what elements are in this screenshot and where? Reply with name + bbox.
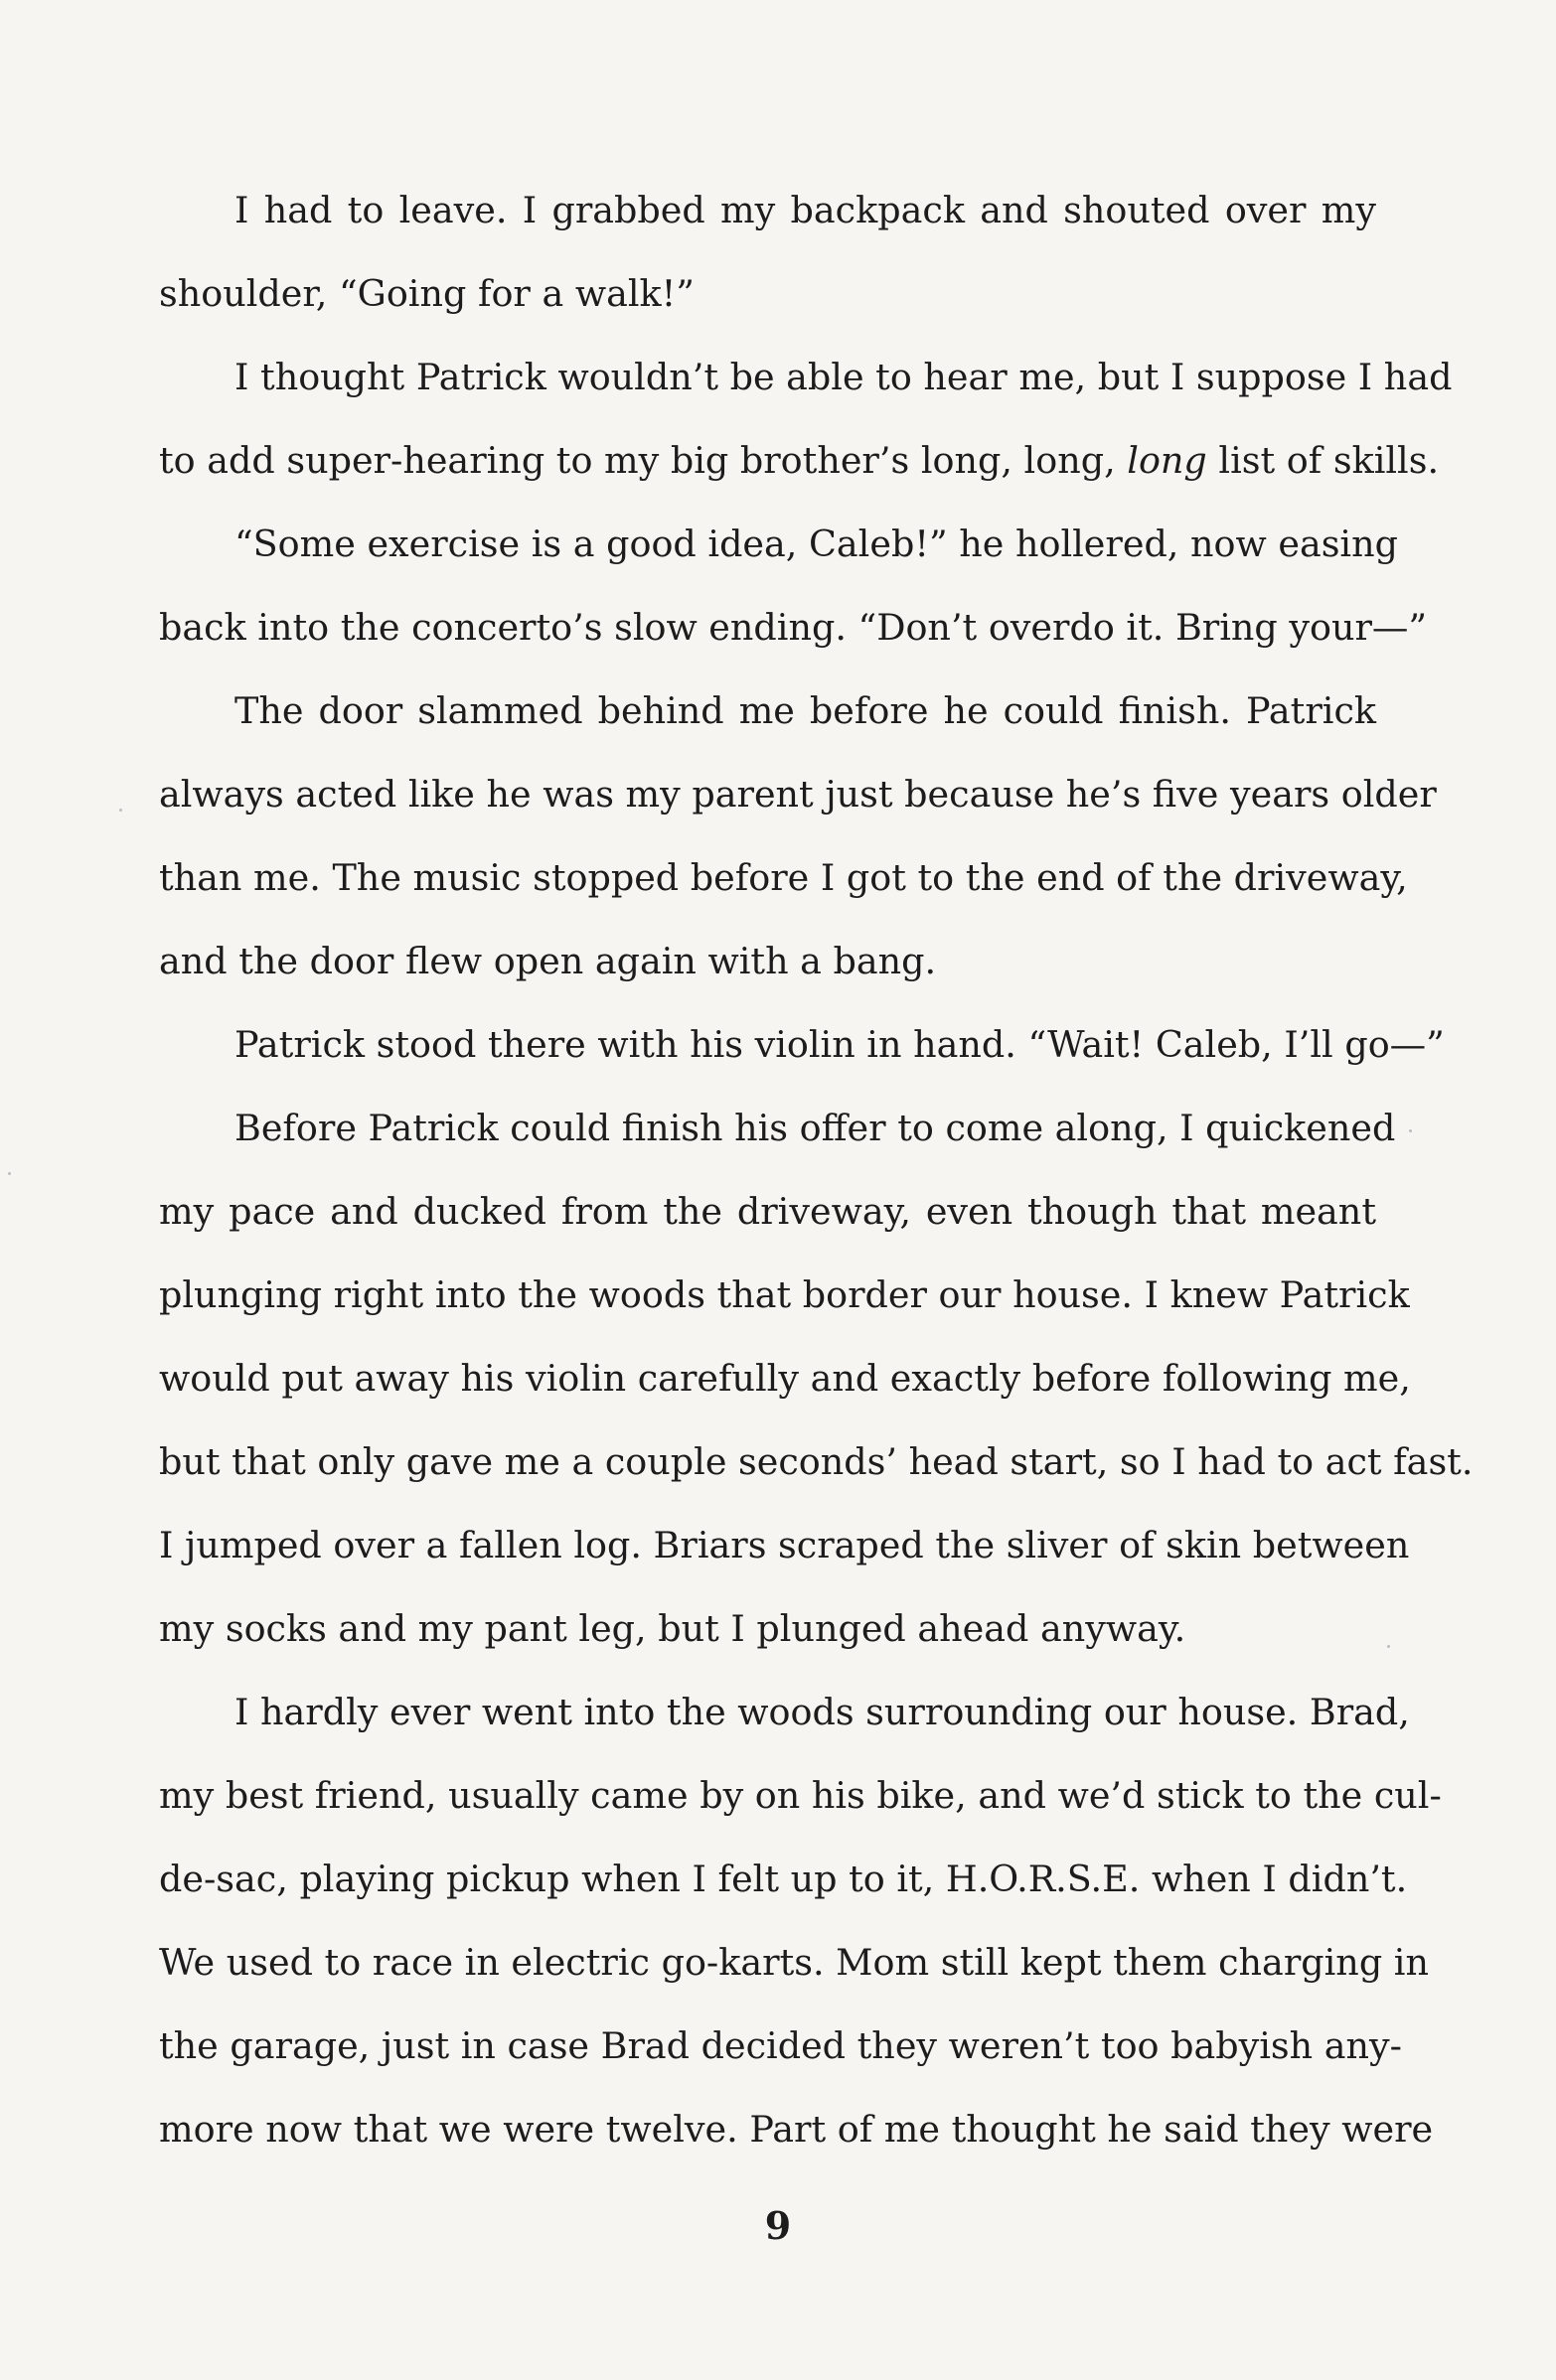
text-line-5: “Some exercise is a good idea, Caleb!” he hollered, now easing	[234, 522, 1398, 565]
text-line-15: would put away his violin carefully and exactly before following me,	[159, 1357, 1411, 1400]
text-line-19: I hardly ever went into the woods surrounding our house. Brad,	[234, 1691, 1410, 1733]
text-line-11: Patrick stood there with his violin in hand. “Wait! Caleb, I’ll go—”	[234, 1023, 1445, 1066]
text-line-7: The door slammed behind me before he could finish. Patrick	[234, 689, 1376, 732]
text-line-24: more now that we were twelve. Part of me thought he said they were	[159, 2108, 1434, 2151]
text-line-13: my pace and ducked from the driveway, even though that meant	[159, 1190, 1376, 1233]
body-text	[159, 169, 1474, 2171]
text-line-6: back into the concerto’s slow ending. “Don’t overdo it. Bring your—”	[159, 606, 1428, 649]
text-line-16: but that only gave me a couple seconds’ head start, so I had to act fast.	[159, 1440, 1474, 1483]
text-line-23: the garage, just in case Brad decided they weren’t too babyish any-	[159, 2024, 1402, 2067]
text-line-22: We used to race in electric go-karts. Mom still kept them charging in	[159, 1941, 1429, 1984]
text-line-4-part-b: list of skills.	[1206, 439, 1440, 482]
text-line-2: shoulder, “Going for a walk!”	[159, 272, 695, 315]
text-line-3: I thought Patrick wouldn’t be able to hear me, but I suppose I had	[234, 356, 1453, 398]
text-line-10: and the door flew open again with a bang.	[159, 940, 937, 982]
text-line-12: Before Patrick could finish his offer to come along, I quickened	[234, 1107, 1396, 1149]
text-line-4-part-a: to add super-hearing to my big brother’s long, long,	[159, 439, 1128, 482]
text-line-18: my socks and my pant leg, but I plunged ahead anyway.	[159, 1607, 1186, 1650]
text-line-9: than me. The music stopped before I got to the end of the driveway,	[159, 856, 1408, 899]
paper-speck	[119, 809, 122, 812]
text-line-17: I jumped over a fallen log. Briars scraped the sliver of skin between	[159, 1524, 1410, 1566]
page-number: 9	[764, 2203, 792, 2248]
paper-speck	[8, 1172, 11, 1175]
text-line-4	[159, 419, 1440, 503]
text-line-1: I had to leave. I grabbed my backpack and shouted over my	[234, 189, 1376, 231]
text-line-20: my best friend, usually came by on his bike, and we’d stick to the cul-	[159, 1774, 1442, 1817]
paper-speck	[1409, 1129, 1412, 1132]
paper-speck	[1387, 1645, 1390, 1648]
text-line-4-italic: long	[1127, 439, 1207, 482]
text-line-8: always acted like he was my parent just because he’s five years older	[159, 773, 1437, 816]
text-line-21: de-sac, playing pickup when I felt up to it, H.O.R.S.E. when I didn’t.	[159, 1858, 1408, 1900]
text-line-14: plunging right into the woods that border our house. I knew Patrick	[159, 1273, 1410, 1316]
